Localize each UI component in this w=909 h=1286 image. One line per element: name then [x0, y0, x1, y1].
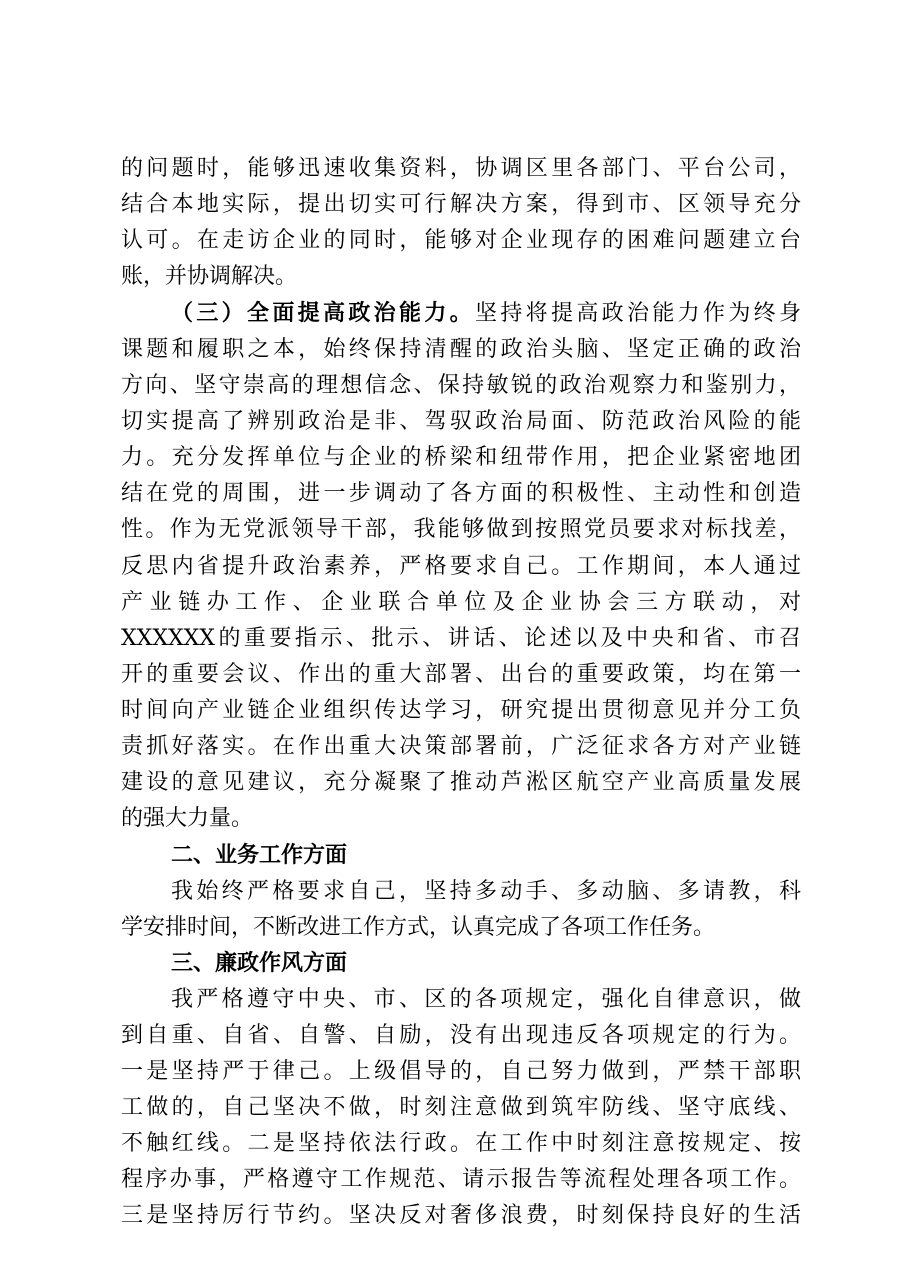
paragraph-line: 开的重要会议、作出的重大部署、出台的重要政策，均在第一 [121, 662, 801, 687]
paragraph-line: 我严格遵守中央、市、区的各项规定，强化自律意识，做 [171, 987, 801, 1012]
paragraph-line: 工做的，自己坚决不做，时刻注意做到筑牢防线、坚守底线、 [121, 1095, 801, 1120]
paragraph-line: 的问题时，能够迅速收集资料，协调区里各部门、平台公司， [121, 156, 801, 181]
paragraph-line: 程序办事，严格遵守工作规范、请示报告等流程处理各项工作。 [121, 1167, 801, 1192]
paragraph-line: 的强大力量。 [121, 806, 254, 831]
paragraph-line: 我始终严格要求自己，坚持多动手、多动脑、多请教，科 [171, 879, 801, 904]
paragraph-line: 到自重、自省、自警、自励，没有出现违反各项规定的行为。 [121, 1023, 801, 1048]
paragraph-line: 反思内省提升政治素养，严格要求自己。工作期间，本人通过 [121, 554, 801, 579]
paragraph-line: 时间向产业链企业组织传达学习，研究提出贯彻意见并分工负 [121, 698, 801, 723]
paragraph-line: XXXXXX的重要指示、批示、讲话、论述以及中央和省、市召 [121, 626, 801, 651]
paragraph-line: 建设的意见建议，充分凝聚了推动芦淞区航空产业高质量发展 [121, 770, 801, 795]
section-heading: 三、廉政作风方面 [171, 950, 348, 976]
paragraph-line [171, 295, 801, 332]
paragraph-line: 账，并协调解决。 [121, 264, 298, 289]
paragraph-line: 一是坚持严于律己。上级倡导的，自己努力做到，严禁干部职 [121, 1059, 801, 1084]
paragraph-line: 切实提高了辨别政治是非、驾驭政治局面、防范政治风险的能 [121, 409, 801, 434]
paragraph-text: 坚持将提高政治能力作为终身 [475, 301, 801, 326]
paragraph-line: 性。作为无党派领导干部，我能够做到按照党员要求对标找差， [121, 517, 801, 542]
paragraph-line: 力。充分发挥单位与企业的桥梁和纽带作用，把企业紧密地团 [121, 445, 801, 470]
section-heading: 二、业务工作方面 [171, 842, 348, 868]
paragraph-line: 责抓好落实。在作出重大决策部署前，广泛征求各方对产业链 [121, 734, 801, 759]
paragraph-line: 结在党的周围，进一步调动了各方面的积极性、主动性和创造 [121, 481, 801, 506]
paragraph-line: 方向、坚守崇高的理想信念、保持敏锐的政治观察力和鉴别力， [121, 373, 801, 398]
paragraph-line: 学安排时间，不断改进工作方式，认真完成了各项工作任务。 [121, 915, 716, 940]
paragraph-line: 不触红线。二是坚持依法行政。在工作中时刻注意按规定、按 [121, 1131, 801, 1156]
paragraph-line: 课题和履职之本，始终保持清醒的政治头脑、坚定正确的政治 [121, 337, 801, 362]
paragraph-line: 结合本地实际，提出切实可行解决方案，得到市、区领导充分 [121, 192, 801, 217]
section-lead: （三）全面提高政治能力。 [171, 300, 475, 326]
paragraph-line: 认可。在走访企业的同时，能够对企业现存的困难问题建立台 [121, 228, 801, 253]
paragraph-line: 产业链办工作、企业联合单位及企业协会三方联动，对 [121, 590, 801, 615]
paragraph-line: 三是坚持厉行节约。坚决反对奢侈浪费，时刻保持良好的生活 [121, 1203, 801, 1228]
